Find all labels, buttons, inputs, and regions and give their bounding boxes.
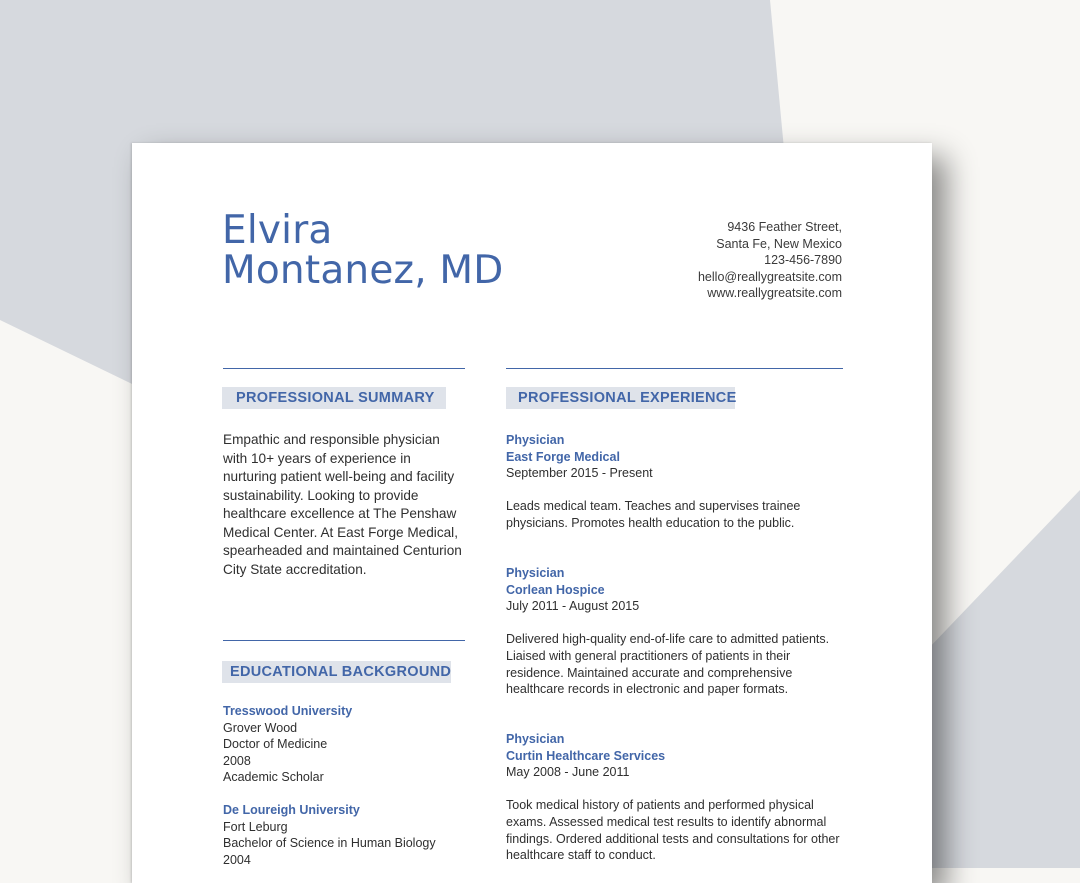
job-role: Physician <box>506 732 565 746</box>
job-role: Physician <box>506 433 565 447</box>
job-employer: Curtin Healthcare Services <box>506 748 666 763</box>
honor: Academic Scholar <box>223 770 324 785</box>
job-role: Physician <box>506 566 565 580</box>
job-entry-3 <box>506 731 846 864</box>
phone-number: 123-456-7890 <box>764 253 842 268</box>
school-name: Tresswood University <box>223 704 353 718</box>
job-entry-2 <box>506 565 846 731</box>
job-employer: Corlean Hospice <box>506 582 605 597</box>
experience-divider <box>506 368 843 369</box>
summary-heading: PROFESSIONAL SUMMARY <box>222 387 446 409</box>
education-entry-1 <box>223 703 352 786</box>
job-description: Took medical history of patients and performed physical exams. Assessed medical test results to identify abnormal findings. Ordered additional tests and consultations for other healthcare staff to conduct. <box>506 798 840 863</box>
graduation-year: 2008 <box>223 753 251 768</box>
degree: Doctor of Medicine <box>223 737 328 752</box>
graduation-year: 2004 <box>223 852 251 867</box>
candidate-name <box>222 208 504 293</box>
summary-text: Empathic and responsible physician with 10+ years of experience in nurturing patient well-being and facility sustainability. Looking to provide healthcare excellence at The Penshaw Medical Center. At East Forge Medical, spearheaded and maintained Centurion City State accreditation. <box>223 432 462 577</box>
experience-list <box>506 432 846 864</box>
job-dates: May 2008 - June 2011 <box>506 765 630 780</box>
job-dates: September 2015 - Present <box>506 466 653 481</box>
website-url: www.reallygreatsite.com <box>707 286 842 301</box>
job-entry-1 <box>506 432 846 565</box>
address-line-1: 9436 Feather Street, <box>727 220 842 234</box>
name-line-last: Montanez, MD <box>222 248 504 293</box>
resume-page <box>132 143 932 883</box>
summary-divider <box>223 368 465 369</box>
degree: Bachelor of Science in Human Biology <box>223 836 436 851</box>
contact-block <box>698 219 842 302</box>
job-employer: East Forge Medical <box>506 449 620 464</box>
education-divider <box>223 640 465 641</box>
experience-heading: PROFESSIONAL EXPERIENCE <box>506 387 735 409</box>
education-entry-2 <box>223 802 436 868</box>
address-line-2: Santa Fe, New Mexico <box>716 236 842 251</box>
email-address: hello@reallygreatsite.com <box>697 269 842 284</box>
school-location: Grover Wood <box>223 720 298 735</box>
job-description: Leads medical team. Teaches and supervises trainee physicians. Promotes health education to the public. <box>506 499 801 530</box>
school-name: De Loureigh University <box>223 803 360 817</box>
job-description: Delivered high-quality end-of-life care to admitted patients. Liaised with general practitioners of patients in their residence. Maintained accurate and comprehensive healthcare records in electronic and paper formats. <box>506 632 830 697</box>
job-dates: July 2011 - August 2015 <box>506 599 640 614</box>
name-line-first: Elvira <box>222 208 333 253</box>
education-heading: EDUCATIONAL BACKGROUND <box>222 661 451 683</box>
school-location: Fort Leburg <box>223 819 288 834</box>
